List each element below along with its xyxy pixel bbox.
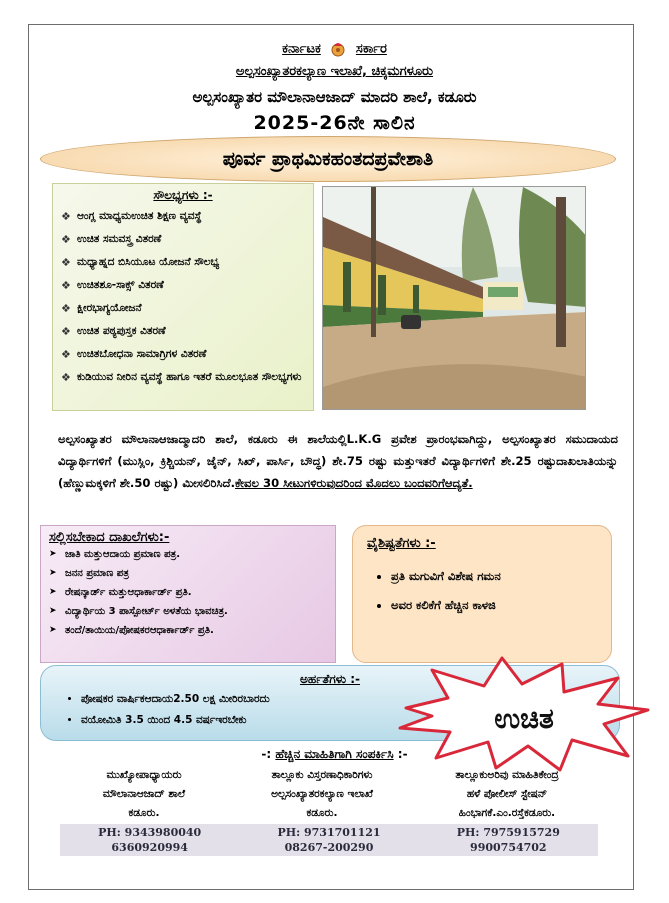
contact-line: ಕಡೂರು.	[128, 807, 160, 819]
arrow-bullet-icon: ➤	[49, 606, 57, 616]
list-item: ❖ ಮಧ್ಯಾಹ್ನದ ಬಿಸಿಯೂಟ ಯೋಜನೆ ಸೌಲಭ್ಯ	[61, 255, 220, 269]
state-left: ಕರ್ನಾಟಕ	[282, 41, 321, 57]
phone-block	[239, 824, 418, 856]
state-emblem-icon	[329, 40, 347, 58]
state-line	[0, 40, 669, 58]
phone-number: 6360920994	[111, 841, 188, 854]
contact-dash-right: :-	[397, 747, 408, 761]
contact-line: ಮುಖ್ಯೋಪಾಧ್ಯಾಯರು	[106, 769, 182, 781]
arrow-bullet-icon: ➤	[49, 625, 57, 635]
list-item: ❖ ಉಚಿತ ಪಠ್ಯಪುಸ್ತಕ ವಿತರಣೆ	[61, 324, 166, 338]
arrow-bullet-icon: ➤	[49, 549, 57, 559]
phone-number: PH: 9731701121	[277, 826, 381, 839]
diamond-bullet-icon: ❖	[61, 370, 71, 384]
list-item: • ಅವರ ಕಲಿಕೆಗೆ ಹೆಚ್ಚಿನ ಕಾಳಜಿ	[391, 598, 597, 613]
documents-title: ಸಲ್ಲಿಸಬೇಕಾದ ದಾಖಲೆಗಳು:-	[49, 530, 170, 545]
contact-column	[58, 766, 230, 823]
contact-column	[236, 766, 408, 823]
contact-line: ತಾಲ್ಲೂಕುಅರಿವು ಮಾಹಿತಿಕೇಂದ್ರ	[455, 769, 559, 781]
facilities-title: ಸೌಲಭ್ಯಗಳು :-	[153, 188, 213, 202]
contact-dash-left: -:	[261, 747, 272, 761]
eligibility-title: ಅರ್ಹತೆಗಳು :-	[299, 672, 361, 686]
specialties-title: ವೈಶಿಷ್ಟತೆಗಳು :-	[367, 536, 436, 551]
documents-list	[49, 549, 327, 636]
phone-block	[60, 824, 239, 856]
documents-box	[40, 525, 336, 663]
contact-title	[0, 747, 669, 762]
list-item: ❖ ಆಂಗ್ಲ ಮಾಧ್ಯಮಉಚಿತ ಶಿಕ್ಷಣ ವ್ಯವಸ್ಥೆ	[61, 210, 202, 223]
list-item: ❖ ಕುಡಿಯುವ ನೀರಿನ ವ್ಯವಸ್ಥೆ ಹಾಗೂ ಇತರೆ ಮೂಲಭೂತ ಸೌಲಭ್ಯಗಳು	[61, 370, 302, 384]
contact-line: ಕಡೂರು.	[306, 807, 338, 819]
contact-line: ಅಲ್ಪಸಂಖ್ಯಾತರಕಲ್ಯಾಣ ಇಲಾಖೆ	[271, 788, 373, 800]
list-item: ➤ ರೇಷನ್ಕಾರ್ಡ್ ಮತ್ತುಆಧಾರ್ಕಾರ್ಡ್ ಪ್ರತಿ.	[49, 587, 192, 598]
list-item: ➤ ಜಾತಿ ಮತ್ತುಆದಾಯ ಪ್ರಮಾಣ ಪತ್ರ.	[49, 549, 181, 560]
list-item: • ವಯೋಮಿತಿ 3.5 ಯಿಂದ 4.5 ವರ್ಷಇರಬೇಕು	[81, 714, 603, 727]
description-note: ಕೇವಲ 30 ಸೀಟುಗಳಿರುವುದರಿಂದ ಮೊದಲು ಬಂದವರಿಗೆಆದ್ಯತೆ.	[234, 476, 473, 490]
school-photo	[322, 186, 586, 410]
diamond-bullet-icon: ❖	[61, 347, 71, 361]
specialties-box	[352, 525, 612, 663]
academic-year: 2025-26ನೇ ಸಾಲಿನ	[253, 112, 416, 134]
diamond-bullet-icon: ❖	[61, 232, 71, 246]
contact-title-text: ಹೆಚ್ಚಿನ ಮಾಹಿತಿಗಾಗಿ ಸಂಪರ್ಕಿಸಿ	[275, 747, 394, 761]
list-item: ❖ ಉಚಿತಶೂ-ಸಾಕ್ಸ್ ವಿತರಣೆ	[61, 278, 164, 292]
contact-column	[412, 766, 602, 823]
facilities-list	[61, 209, 305, 386]
school-title: ಅಲ್ಪಸಂಖ್ಯಾತರ ಮೌಲಾನಾಆಜಾದ್ ಮಾದರಿ ಶಾಲೆ, ಕಡೂರು	[192, 88, 477, 106]
arrow-bullet-icon: ➤	[49, 587, 57, 597]
list-item: ➤ ವಿದ್ಯಾರ್ಥಿಯ 3 ಪಾಸ್ಪೋರ್ಟ್ ಅಳತೆಯ ಭಾವಚಿತ್ರ.	[49, 606, 228, 617]
phone-strip	[60, 824, 598, 856]
list-item: • ಪ್ರತಿ ಮಗುವಿಗೆ ವಿಶೇಷ ಗಮನ	[391, 569, 597, 584]
specialties-list	[367, 569, 597, 613]
admission-banner	[40, 136, 616, 182]
description-main: ಅಲ್ಪಸಂಖ್ಯಾತರ ಮೌಲಾನಾಆಜಾದ್ಮಾದರಿ ಶಾಲೆ, ಕಡೂರು ಈ ಶಾಲೆಯಲ್ಲಿL.K.G ಪ್ರವೇಶ ಪ್ರಾರಂಭವಾಗಿದ್ದು, ಅಲ್ಪಸಂಖ್ಯಾತರ ಸಮುದಾಯದ ವಿದ್ಯಾರ್ಥಿಗಳಿಗೆ (ಮುಸ್ಲಿಂ, ಕ್ರಿಶ್ಚಿಯನ್, ಜೈನ್, ಸಿಖ್, ಪಾರ್ಸಿ, ಬೌದ್ಧ) ಶೇ.75 ರಷ್ಟು ಮತ್ತುಇತರೆ ವಿದ್ಯಾರ್ಥಿಗಳಿಗೆ ಶೇ.25 ರಷ್ಟುದಾಖಲಾತಿಯನ್ನು (ಹೆಣ್ಣುಮಕ್ಕಳಿಗೆ ಶೇ.50 ರಷ್ಟು) ಮೀಸಲಿರಿಸಿದೆ.	[58, 432, 618, 490]
list-item: ➤ ತಂದೆ/ತಾಯಿಯ/ಪೋಷಕರಆಧಾರ್ಕಾರ್ಡ್ ಪ್ರತಿ.	[49, 625, 214, 636]
free-badge-text: ಉಚಿತ	[494, 702, 554, 735]
list-item: • ಪೋಷಕರ ವಾರ್ಷಿಕಆದಾಯ2.50 ಲಕ್ಷ ಮೀರಿರಬಾರದು	[81, 693, 603, 706]
list-item: ❖ ಉಚಿತಬೋಧನಾ ಸಾಮಾಗ್ರಿಗಳ ವಿತರಣೆ	[61, 347, 207, 361]
phone-number: 9900754702	[470, 841, 547, 854]
phone-number: PH: 7975915729	[456, 826, 560, 839]
department-title: ಅಲ್ಪಸಂಖ್ಯಾತರಕಲ್ಯಾಣ ಇಲಾಖೆ, ಚಿಕ್ಕಮಗಳೂರು	[235, 64, 434, 79]
phone-number: PH: 9343980040	[98, 826, 202, 839]
diamond-bullet-icon: ❖	[61, 278, 71, 292]
contact-line: ಹಿಂಭಾಗಕೆ.ಎಂ.ರಸ್ತೆಕಡೂರು.	[458, 807, 556, 819]
list-item: ➤ ಜನನ ಪ್ರಮಾಣ ಪತ್ರ	[49, 568, 129, 579]
diamond-bullet-icon: ❖	[61, 301, 71, 315]
description-paragraph	[58, 428, 618, 494]
phone-number: 08267-200290	[284, 841, 374, 854]
contact-line: ತಾಲ್ಲೂಕು ವಿಸ್ತರಣಾಧಿಕಾರಿಗಳು	[271, 769, 373, 781]
contact-line: ಹಳೆ ಪೋಲೀಸ್ ಸ್ಟೇಷನ್	[466, 788, 548, 800]
facilities-box	[52, 183, 314, 411]
diamond-bullet-icon: ❖	[61, 324, 71, 338]
phone-block	[419, 824, 598, 856]
list-item: ❖ ಕ್ಷೀರಭಾಗ್ಯಯೋಜನೆ	[61, 301, 142, 315]
list-item: ❖ ಉಚಿತ ಸಮವಸ್ತ್ರ ವಿತರಣೆ	[61, 232, 162, 246]
arrow-bullet-icon: ➤	[49, 568, 57, 578]
state-right: ಸರ್ಕಾರ	[355, 41, 387, 57]
banner-text: ಪೂರ್ವ ಪ್ರಾಥಮಿಕಹಂತದಪ್ರವೇಶಾತಿ	[222, 148, 434, 170]
diamond-bullet-icon: ❖	[61, 255, 71, 269]
contact-line: ಮೌಲಾನಾಆಜಾದ್ ಶಾಲೆ	[102, 788, 186, 800]
diamond-bullet-icon: ❖	[61, 210, 71, 223]
